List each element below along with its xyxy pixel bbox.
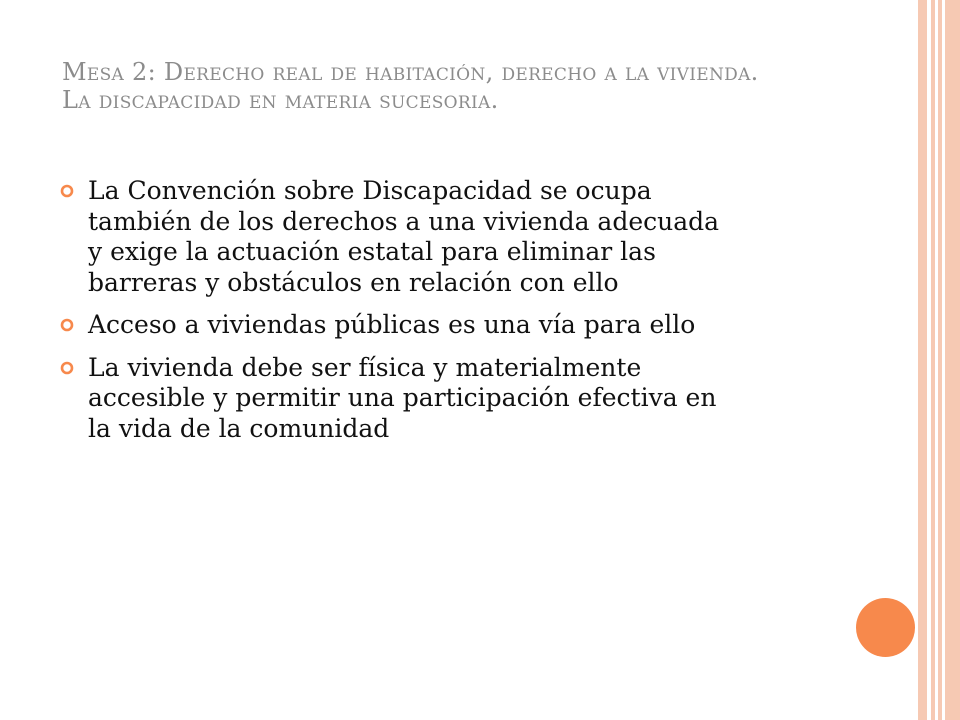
bullet-item (60, 310, 840, 341)
bullet-text (88, 176, 840, 298)
bullet-text-line: accesible y permitir una participación efectiva en (88, 383, 717, 412)
stripe (931, 0, 935, 720)
bullet-text-line: La Convención sobre Discapacidad se ocupa (88, 176, 652, 205)
title-line-2: La discapacidad en materia sucesoria. (62, 86, 499, 114)
bullet-text (88, 353, 840, 445)
bullet-text-line: Acceso a viviendas públicas es una vía para ello (88, 310, 696, 339)
bullet-text-line: la vida de la comunidad (88, 413, 390, 443)
bullet-item (60, 176, 840, 298)
ring-bullet-icon (60, 184, 74, 198)
bullet-text-line: y exige la actuación estatal para eliminar las (88, 237, 656, 266)
bullet-text (88, 310, 840, 341)
bullet-text-line: La vivienda debe ser física y materialmente (88, 352, 642, 382)
bullet-text-line: barreras y obstáculos en relación con ello (88, 267, 619, 297)
bullet-list (60, 176, 840, 456)
decorative-circle (856, 598, 915, 657)
stripe (938, 0, 942, 720)
slide-title (62, 58, 882, 114)
ring-bullet-icon (60, 361, 74, 375)
bullet-text-line: también de los derechos a una vivienda adecuada (88, 206, 720, 236)
stripe (945, 0, 960, 720)
stripe (918, 0, 927, 720)
bullet-item (60, 353, 840, 445)
ring-bullet-icon (60, 318, 74, 332)
decorative-stripes (918, 0, 960, 720)
title-line-1: Mesa 2: Derecho real de habitación, derecho a la vivienda. (62, 58, 759, 86)
